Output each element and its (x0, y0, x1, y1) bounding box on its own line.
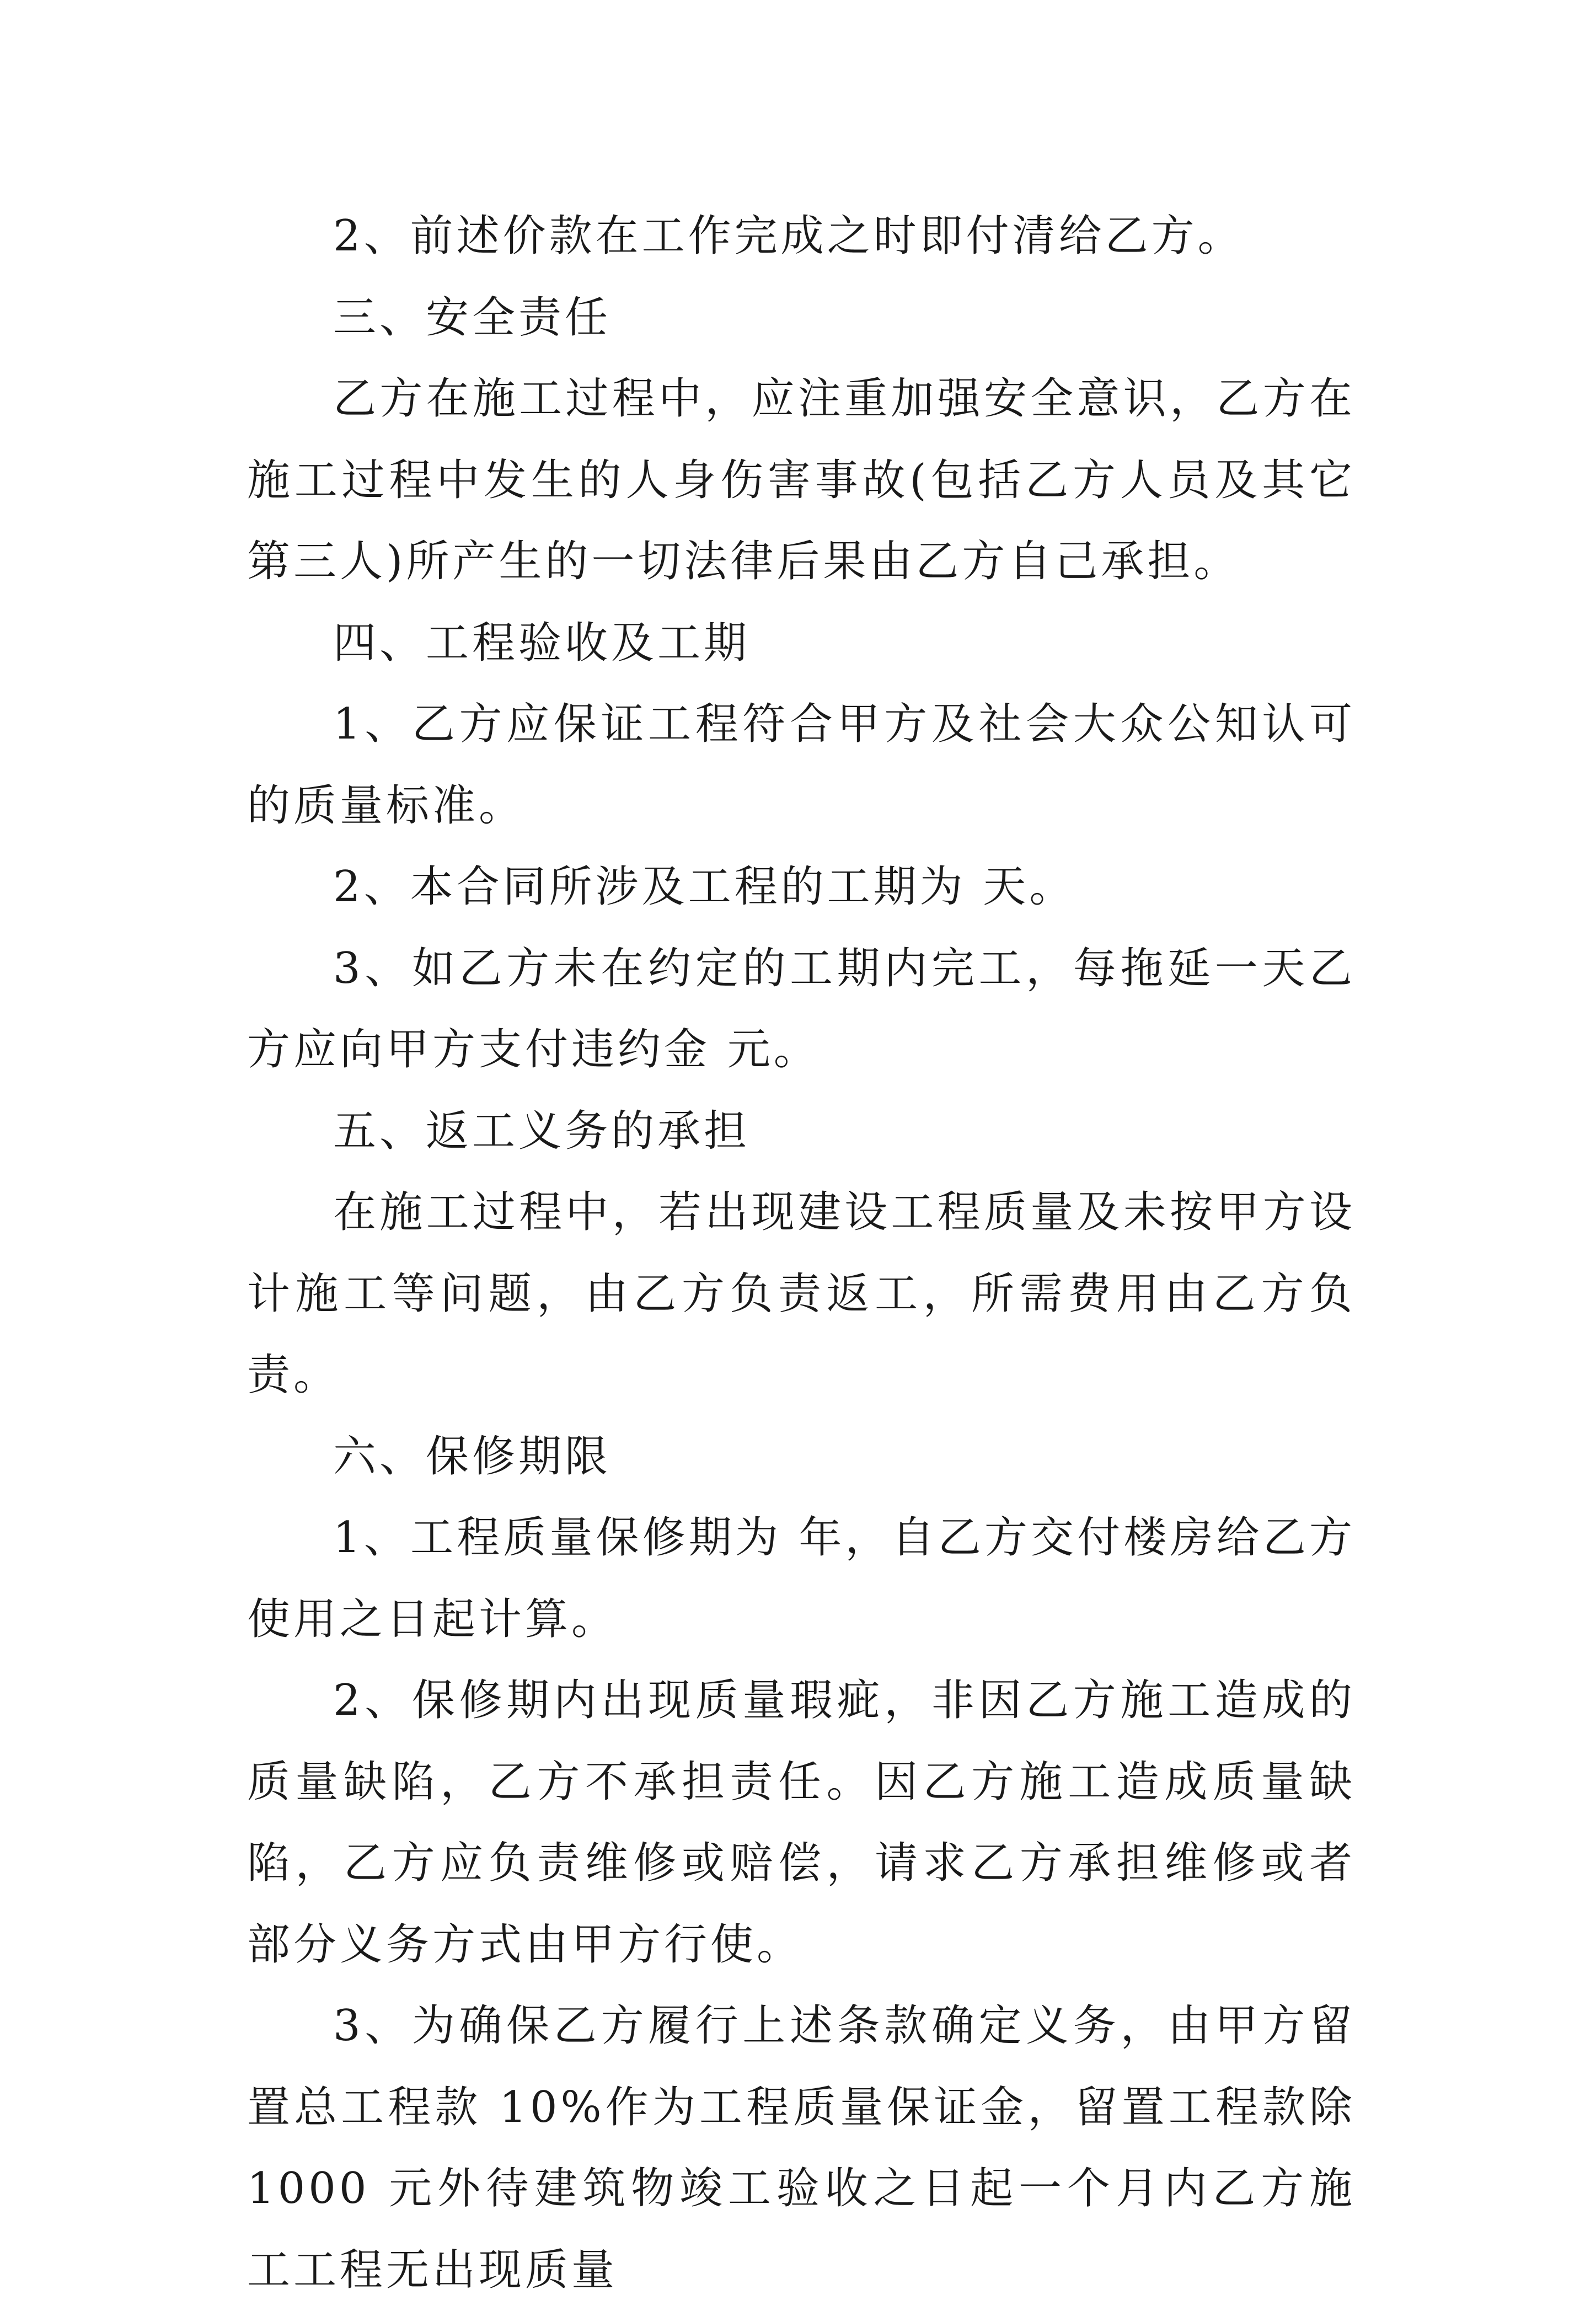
paragraph-warranty-deposit: 3、为确保乙方履行上述条款确定义务，由甲方留置总工程款 10%作为工程质量保证金，留置工程款除 1000 元外待建筑物竣工验收之日起一个月内乙方施工工程无出现质量 (247, 2001, 1356, 2295)
section-heading-rework: 五、返工义务的承担 (333, 1106, 751, 1156)
paragraph-payment-clause-2: 2、前述价款在工作完成之时即付清给乙方。 (333, 211, 1244, 261)
paragraph-warranty-defects: 2、保修期内出现质量瑕疵，非因乙方施工造成的质量缺陷，乙方不承担责任。因乙方施工造成质量缺陷，乙方应负责维修或赔偿，请求乙方承担维修或者部分义务方式由甲方行使。 (247, 1676, 1356, 1970)
paragraph-delay-penalty: 3、如乙方未在约定的工期内完工，每拖延一天乙方应向甲方支付违约金 元。 (247, 943, 1356, 1074)
document-body (247, 196, 1356, 2311)
section-heading-safety: 三、安全责任 (333, 292, 612, 343)
paragraph-warranty-period: 1、工程质量保修期为 年，自乙方交付楼房给乙方使用之日起计算。 (247, 1513, 1356, 1644)
paragraph-construction-period: 2、本合同所涉及工程的工期为 天。 (333, 862, 1076, 912)
paragraph-safety-responsibility: 乙方在施工过程中，应注重加强安全意识，乙方在施工过程中发生的人身伤害事故(包括乙方人员及其它第三人)所产生的一切法律后果由乙方自己承担。 (247, 374, 1356, 586)
section-heading-acceptance-and-schedule: 四、工程验收及工期 (333, 618, 751, 668)
paragraph-quality-standard: 1、乙方应保证工程符合甲方及社会大众公知认可的质量标准。 (247, 699, 1356, 831)
section-heading-warranty: 六、保修期限 (333, 1431, 612, 1481)
paragraph-rework-obligation: 在施工过程中，若出现建设工程质量及未按甲方设计施工等问题，由乙方负责返工，所需费用由乙方负责。 (247, 1187, 1356, 1400)
